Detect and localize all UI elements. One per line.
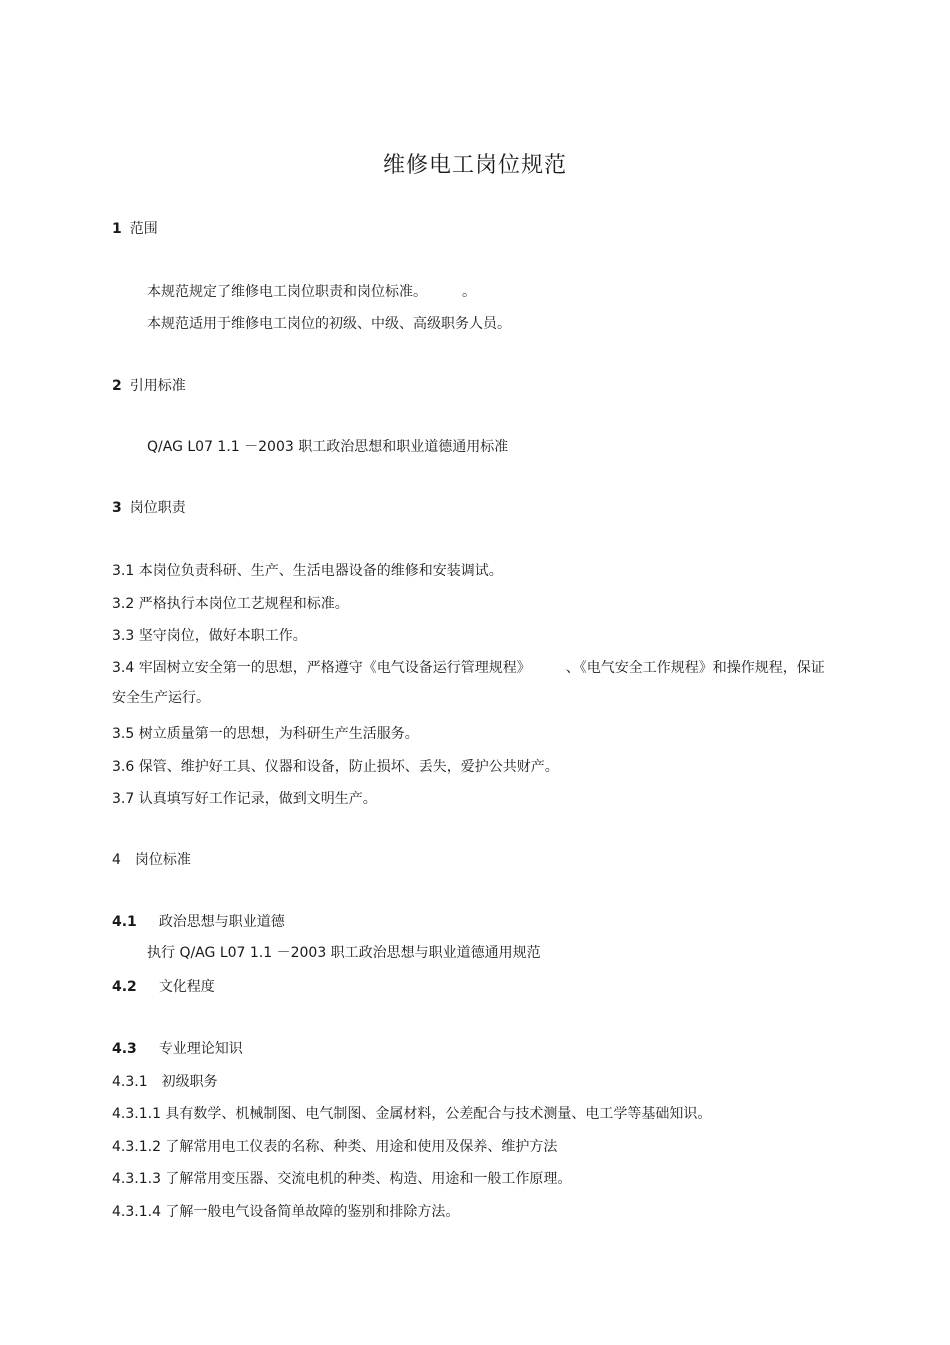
list-item: 3.2 严格执行本岗位工艺规程和标准。	[112, 596, 349, 612]
section-number: 4.2	[112, 979, 137, 995]
list-item: 3.5 树立质量第一的思想，为科研生产生活服务。	[112, 726, 419, 742]
section-number: 4.1	[112, 914, 137, 930]
section-title: 范围	[129, 221, 158, 237]
section-number: 4	[112, 852, 121, 868]
list-item: 3.1 本岗位负责科研、生产、生活电器设备的维修和安装调试。	[112, 563, 503, 579]
list-item: 3.4 牢固树立安全第一的思想，严格遵守《电气设备运行管理规程》 、《电气安全工作规程》和操作规程，保证安全生产运行。	[112, 660, 825, 706]
list-item: 3.3 坚守岗位，做好本职工作。	[112, 628, 307, 644]
subsection-4-2-heading	[112, 977, 215, 997]
list-item: 4.3.1.2 了解常用电工仪表的名称、种类、用途和使用及保养、维护方法	[112, 1139, 558, 1155]
subsection-4-3-heading	[112, 1039, 243, 1059]
list-item: 4.3.1.3 了解常用变压器、交流电机的种类、构造、用途和一般工作原理。	[112, 1171, 572, 1187]
section-3-heading	[112, 498, 186, 518]
section-2-heading	[112, 376, 186, 396]
section-title: 岗位职责	[129, 500, 186, 516]
section-number: 1	[112, 221, 122, 237]
section-number: 4.3	[112, 1041, 137, 1057]
section-title: 岗位标准	[134, 852, 191, 868]
section-title: 初级职务	[161, 1074, 218, 1090]
section-title: 引用标准	[129, 378, 186, 394]
section-4-heading	[112, 850, 191, 870]
document-title: 维修电工岗位规范	[382, 153, 567, 178]
section-number: 2	[112, 378, 122, 394]
paragraph: 执行 Q/AG L07 1.1 －2003 职工政治思想与职业道德通用规范	[147, 945, 541, 961]
subsection-4-3-1-heading	[112, 1072, 218, 1092]
list-item: 3.6 保管、维护好工具、仪器和设备，防止损坏、丢失，爱护公共财产。	[112, 759, 559, 775]
section-1-heading	[112, 219, 158, 239]
paragraph: 本规范适用于维修电工岗位的初级、中级、高级职务人员。	[147, 316, 511, 332]
subsection-4-1-heading	[112, 912, 285, 932]
section-number: 4.3.1	[112, 1074, 148, 1090]
list-item: 4.3.1.1 具有数学、机械制图、电气制图、金属材料，公差配合与技术测量、电工学等基础知识。	[112, 1106, 712, 1122]
paragraph: Q/AG L07 1.1 －2003 职工政治思想和职业道德通用标准	[147, 439, 509, 455]
section-title: 专业理论知识	[158, 1041, 243, 1057]
section-title: 政治思想与职业道德	[158, 914, 285, 930]
section-number: 3	[112, 500, 122, 516]
list-item: 3.7 认真填写好工作记录，做到文明生产。	[112, 791, 377, 807]
section-title: 文化程度	[158, 979, 215, 995]
paragraph: 本规范规定了维修电工岗位职责和岗位标准。 。	[147, 284, 476, 300]
list-item: 4.3.1.4 了解一般电气设备简单故障的鉴别和排除方法。	[112, 1204, 460, 1220]
